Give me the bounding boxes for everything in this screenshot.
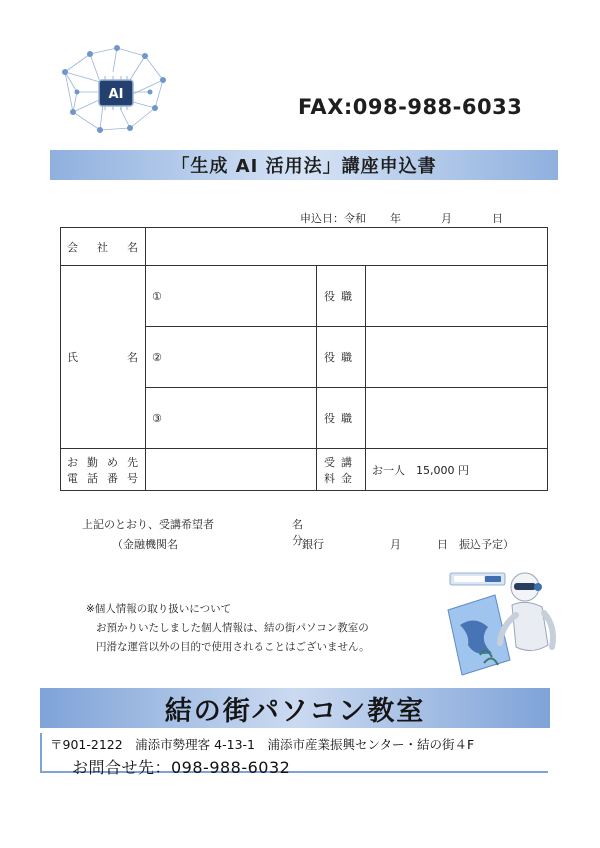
school-name-banner bbox=[40, 688, 550, 728]
contact-box bbox=[40, 733, 548, 777]
name-field-2[interactable] bbox=[146, 327, 317, 388]
company-name-label: 会 社 名 bbox=[61, 228, 146, 266]
logo-text: AI bbox=[108, 87, 124, 102]
people-count-suffix: 名分 bbox=[292, 518, 303, 547]
privacy-notice bbox=[86, 600, 370, 657]
date-month-label: 月 bbox=[441, 212, 452, 225]
contact-phone: お問合せ先：098-988-6032 bbox=[72, 758, 291, 777]
applicant-count-text: 上記のとおり、受講希望者 bbox=[82, 518, 214, 531]
privacy-heading: ※個人情報の取り扱いについて bbox=[86, 603, 232, 615]
role-label-1: 役職 bbox=[317, 266, 366, 327]
bank-name-label: （金融機関名 bbox=[112, 538, 178, 551]
date-prefix: 申込日：令和 bbox=[300, 212, 366, 225]
privacy-line-1: お預かりいたしました個人情報は、結の街パソコン教室の bbox=[96, 622, 369, 634]
transfer-day-planned: 日 振込予定） bbox=[437, 538, 514, 551]
bank-suffix: 銀行 bbox=[302, 538, 324, 551]
name-label: 氏 名 bbox=[61, 266, 146, 449]
fee-value: お一人 15,000 円 bbox=[366, 449, 548, 491]
name-field-3[interactable] bbox=[146, 388, 317, 449]
role-label-2: 役職 bbox=[317, 327, 366, 388]
date-year-label: 年 bbox=[390, 212, 401, 225]
role-label-3: 役職 bbox=[317, 388, 366, 449]
person-number-3: ③ bbox=[152, 411, 162, 425]
transfer-line-2 bbox=[112, 536, 532, 552]
ai-brain-logo bbox=[55, 42, 170, 137]
application-date-line bbox=[300, 210, 503, 226]
fax-number: FAX:098-988-6033 bbox=[298, 95, 523, 119]
role-field-2[interactable] bbox=[366, 327, 548, 388]
role-field-3[interactable] bbox=[366, 388, 548, 449]
role-field-1[interactable] bbox=[366, 266, 548, 327]
form-title: 「生成 AI 活用法」講座申込書 bbox=[171, 156, 437, 177]
name-field-1[interactable] bbox=[146, 266, 317, 327]
school-name: 結の街パソコン教室 bbox=[164, 695, 426, 727]
fee-label: 受講 料金 bbox=[317, 449, 366, 491]
application-form-table bbox=[60, 227, 548, 491]
phone-label: 電 話 番 号 bbox=[67, 471, 139, 485]
title-banner bbox=[50, 150, 558, 180]
date-day-label: 日 bbox=[492, 212, 503, 225]
robot-illustration bbox=[440, 565, 560, 685]
workplace-phone-field[interactable] bbox=[146, 449, 317, 491]
transfer-month: 月 bbox=[390, 538, 401, 551]
workplace-phone-label bbox=[61, 449, 146, 491]
workplace-label: お 勤 め 先 bbox=[67, 455, 139, 469]
privacy-line-2: 円滑な運営以外の目的で使用されることはございません。 bbox=[96, 641, 370, 653]
person-number-1: ① bbox=[152, 289, 162, 303]
school-address: 〒901-2122 浦添市勢理客 4-13-1 浦添市産業振興センター・結の街４F bbox=[50, 737, 475, 752]
person-number-2: ② bbox=[152, 350, 162, 364]
company-name-field[interactable] bbox=[146, 228, 548, 266]
